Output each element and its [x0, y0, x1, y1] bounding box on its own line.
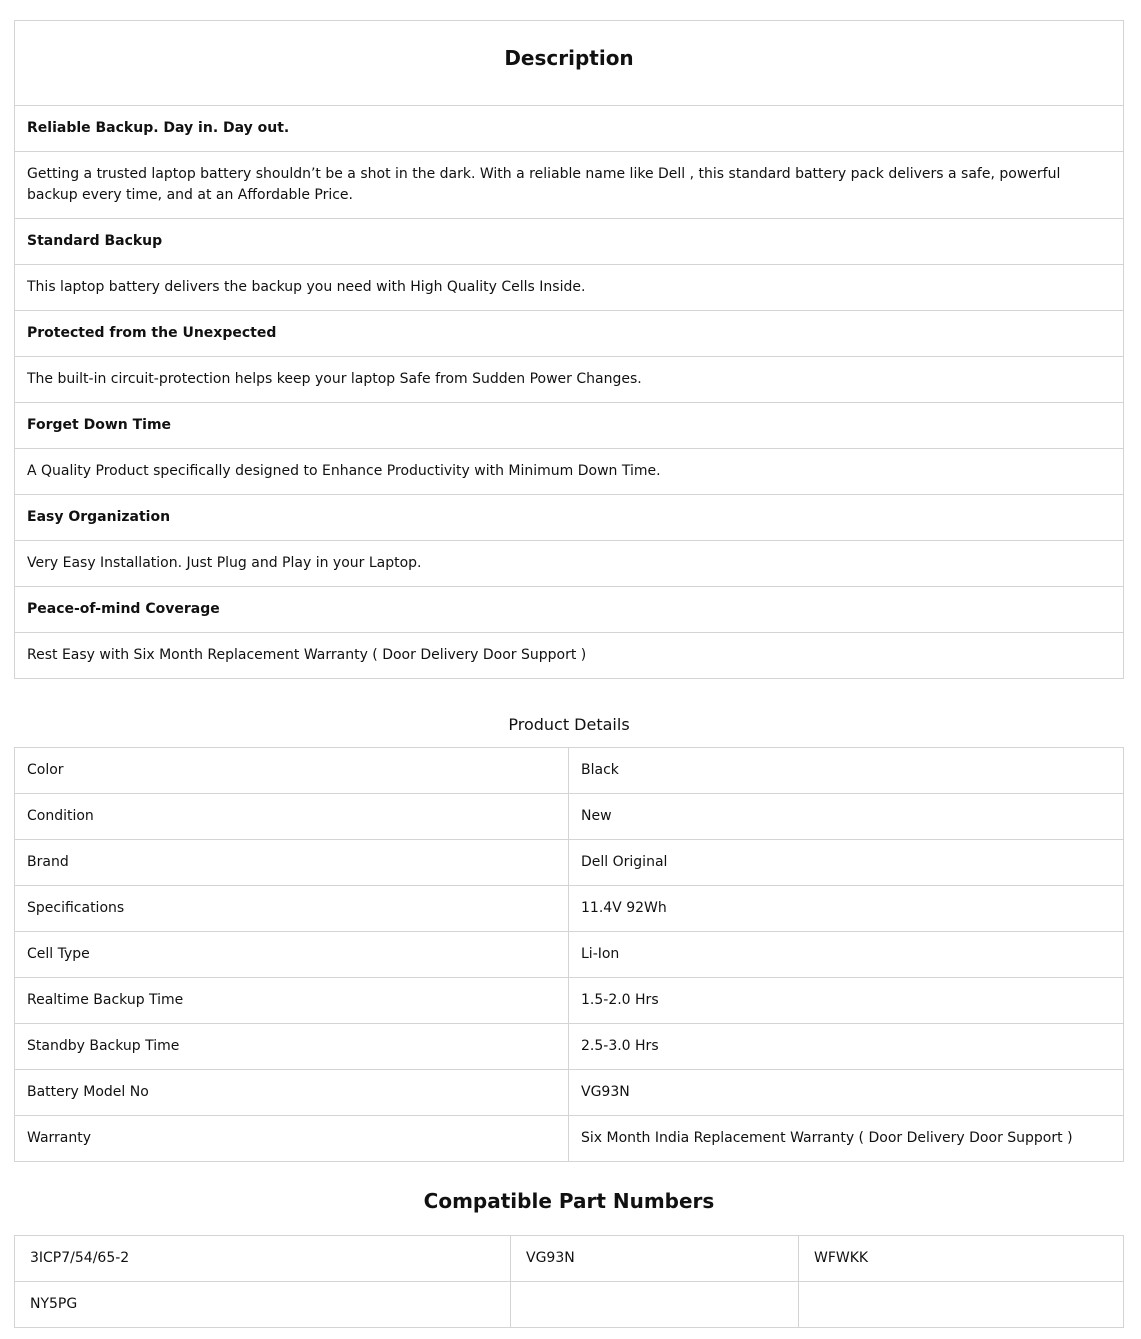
section-body: The built-in circuit-protection helps keep your laptop Safe from Sudden Power Changes. [15, 357, 1124, 403]
part-number: NY5PG [15, 1282, 511, 1328]
detail-label: Color [15, 748, 569, 794]
detail-value: 2.5-3.0 Hrs [569, 1024, 1124, 1070]
description-heading-row [15, 219, 1124, 265]
description-title: Description [15, 21, 1124, 106]
description-body-row [15, 152, 1124, 219]
section-heading: Peace-of-mind Coverage [15, 587, 1124, 633]
product-description-page [14, 20, 1124, 1328]
table-row [15, 978, 1124, 1024]
description-body-row [15, 449, 1124, 495]
section-body: This laptop battery delivers the backup you need with High Quality Cells Inside. [15, 265, 1124, 311]
detail-label: Condition [15, 794, 569, 840]
description-heading-row [15, 587, 1124, 633]
detail-value: 11.4V 92Wh [569, 886, 1124, 932]
detail-label: Cell Type [15, 932, 569, 978]
section-heading: Standard Backup [15, 219, 1124, 265]
part-number: 3ICP7/54/65-2 [15, 1236, 511, 1282]
detail-value: Li-Ion [569, 932, 1124, 978]
description-table [14, 20, 1124, 679]
table-row [15, 886, 1124, 932]
part-number [799, 1282, 1124, 1328]
section-heading: Easy Organization [15, 495, 1124, 541]
section-heading: Reliable Backup. Day in. Day out. [15, 106, 1124, 152]
description-body-row [15, 357, 1124, 403]
detail-label: Specifications [15, 886, 569, 932]
section-body: Very Easy Installation. Just Plug and Play in your Laptop. [15, 541, 1124, 587]
detail-label: Brand [15, 840, 569, 886]
description-body-row [15, 633, 1124, 679]
table-row [15, 1236, 1124, 1282]
table-row [15, 1282, 1124, 1328]
table-row [15, 1070, 1124, 1116]
description-body-row [15, 541, 1124, 587]
description-heading-row [15, 311, 1124, 357]
detail-label: Battery Model No [15, 1070, 569, 1116]
product-details-title: Product Details [508, 715, 630, 734]
table-row [15, 748, 1124, 794]
description-title-row [15, 21, 1124, 106]
detail-value: VG93N [569, 1070, 1124, 1116]
description-heading-row [15, 495, 1124, 541]
table-row [15, 932, 1124, 978]
detail-label: Realtime Backup Time [15, 978, 569, 1024]
part-number: VG93N [511, 1236, 799, 1282]
description-heading-row [15, 403, 1124, 449]
table-row [15, 840, 1124, 886]
section-heading: Protected from the Unexpected [15, 311, 1124, 357]
section-body: Getting a trusted laptop battery shouldn’t be a shot in the dark. With a reliable name like Dell , this standard battery pack delivers a safe, powerful backup every time, and at an Affordable Price. [15, 152, 1124, 219]
table-row [15, 1116, 1124, 1162]
table-row [15, 794, 1124, 840]
detail-value: Dell Original [569, 840, 1124, 886]
description-heading-row [15, 106, 1124, 152]
section-body: A Quality Product specifically designed to Enhance Productivity with Minimum Down Time. [15, 449, 1124, 495]
section-body: Rest Easy with Six Month Replacement Warranty ( Door Delivery Door Support ) [15, 633, 1124, 679]
part-number: WFWKK [799, 1236, 1124, 1282]
detail-value: Six Month India Replacement Warranty ( Door Delivery Door Support ) [569, 1116, 1124, 1162]
compatible-parts-title: Compatible Part Numbers [423, 1189, 715, 1213]
description-body-row [15, 265, 1124, 311]
product-details-table [14, 747, 1124, 1162]
part-number [511, 1282, 799, 1328]
detail-value: New [569, 794, 1124, 840]
detail-label: Warranty [15, 1116, 569, 1162]
detail-label: Standby Backup Time [15, 1024, 569, 1070]
section-heading: Forget Down Time [15, 403, 1124, 449]
table-row [15, 1024, 1124, 1070]
compatible-parts-table [14, 1235, 1124, 1328]
detail-value: 1.5-2.0 Hrs [569, 978, 1124, 1024]
detail-value: Black [569, 748, 1124, 794]
